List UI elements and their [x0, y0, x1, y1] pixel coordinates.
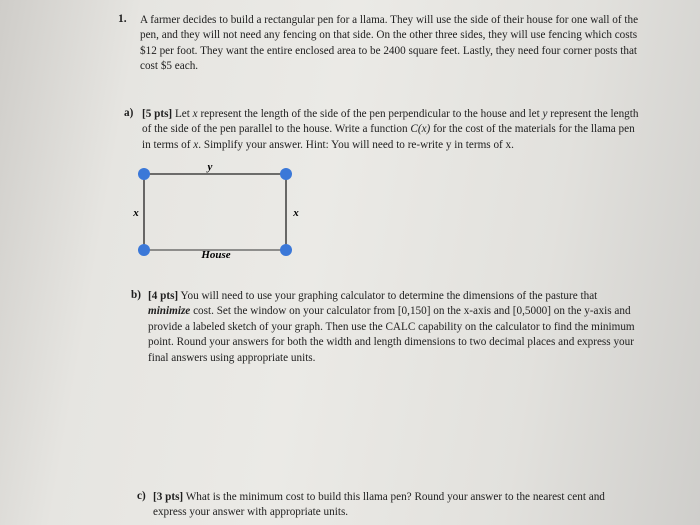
part-a-text-2: represent the length of the side of the pen perpendicular to the house and let — [197, 108, 543, 120]
part-b-text — [148, 289, 638, 366]
part-a-function: C(x) — [410, 123, 431, 136]
part-a-var-x: x — [192, 108, 198, 120]
part-b-emphasis: minimize — [148, 305, 191, 318]
part-a-var-x2: x — [193, 138, 199, 151]
part-a-var-y: y — [542, 108, 548, 120]
question-number: 1. — [118, 13, 127, 25]
corner-post — [138, 244, 150, 256]
corner-post — [280, 168, 292, 180]
corner-post — [280, 244, 292, 256]
label-x-left: x — [133, 207, 139, 219]
part-a-text-1: Let — [172, 108, 193, 120]
part-a-text — [142, 107, 642, 153]
part-a-text-4: for the cost of the materials for the llama pen in terms of — [142, 123, 635, 151]
part-c-body: What is the minimum cost to build this llama pen? Round your answer to the nearest cent and express your answer with appropriate units. — [153, 491, 605, 519]
problem-intro: A farmer decides to build a rectangular pen for a llama. They will use the side of their house for one wall of the pen, and they will not need any fencing on that side. On the other three sides, they will use fencing which costs $12 per foot. They want the entire enclosed area to be 2400 square feet. Lastly, they need four corner posts that cost $5 each. — [140, 14, 639, 73]
part-b-label: b) — [131, 289, 141, 301]
part-a-label: a) — [124, 107, 134, 119]
label-house: House — [201, 249, 231, 261]
part-a-text-5: . Simplify your answer. Hint: You will need to re-write y in terms of x. — [198, 138, 514, 151]
part-b-text-1: You will need to use your graphing calculator to determine the dimensions of the pasture that — [178, 290, 598, 302]
label-x-right: x — [293, 207, 299, 219]
part-c-points: [3 pts] — [153, 491, 184, 503]
part-c-label: c) — [137, 490, 146, 502]
part-c-text — [153, 490, 633, 521]
part-b-points: [4 pts] — [148, 290, 179, 302]
corner-post — [138, 168, 150, 180]
part-a-points: [5 pts] — [142, 108, 173, 120]
part-b-text-2: cost. Set the window on your calculator from [0,150] on the x-axis and [0,5000] on the y-axis and provide a labeled sketch of your graph. Then use the CALC capability on the calculator to find the minimum point. Round your answers for both the width and length dimensions to two decimal places and express your final answers using appropriate units. — [148, 305, 635, 364]
label-y: y — [207, 161, 213, 173]
pen-diagram — [130, 160, 300, 270]
part-a-text-3: represent the length of the side of the pen parallel to the house. Write a function — [142, 108, 639, 136]
